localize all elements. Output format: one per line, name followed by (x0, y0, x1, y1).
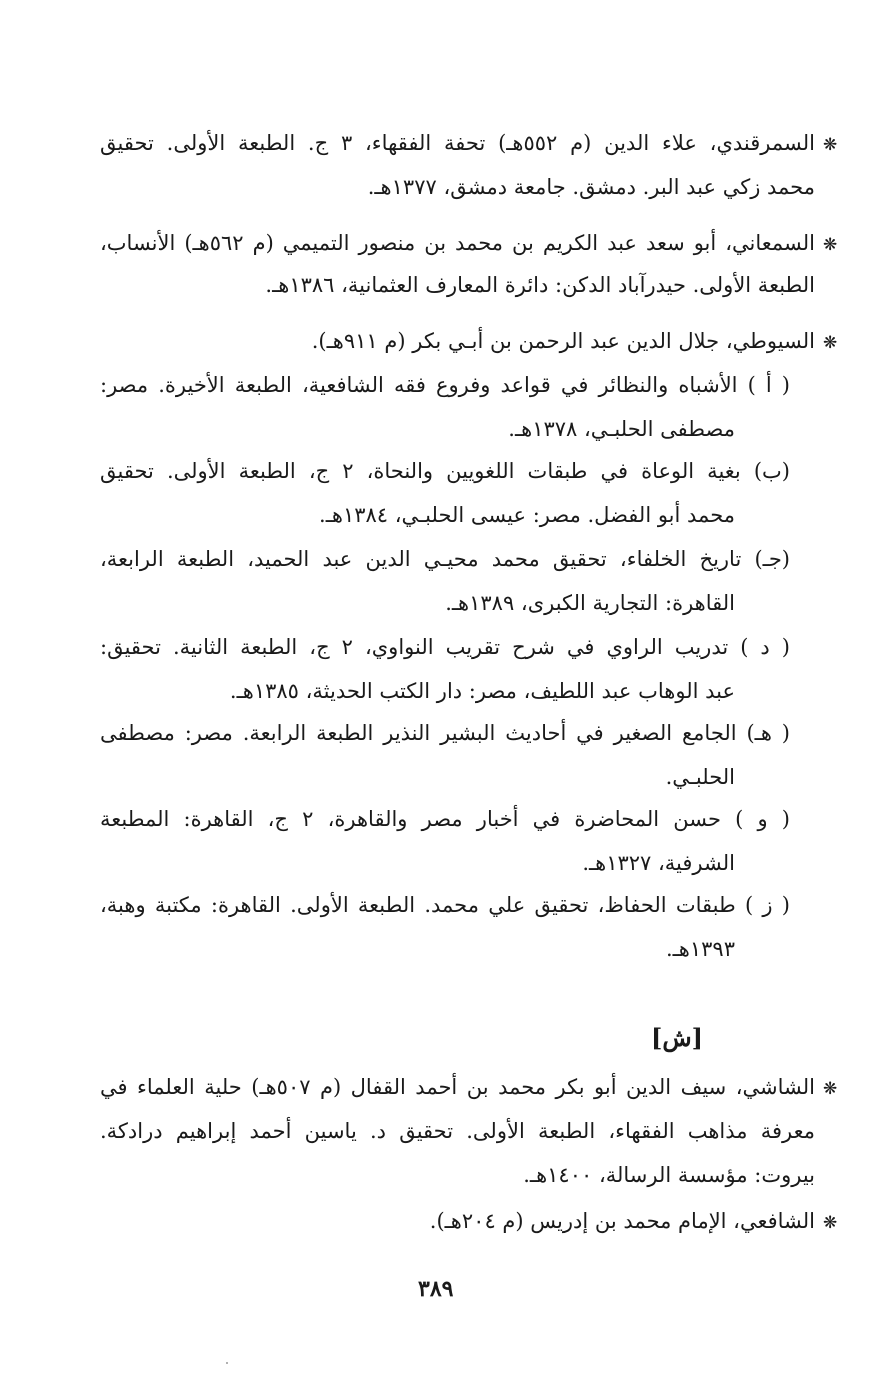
entry-line: السيوطي، جلال الدين عبد الرحمن بن أبـي بكر (م ٩١١هـ). (311, 329, 815, 353)
work-line: الحلبـي. (665, 765, 735, 789)
bullet-icon: ❋ (823, 1079, 838, 1099)
page-number: ٣٨٩ (418, 1276, 454, 1302)
work-line: ( ز ) طبقات الحفاظ، تحقيق علي محمد. الطبعة الأولى. القاهرة: مكتبة وهبة، (100, 893, 790, 917)
work-line: مصطفى الحلبـي، ١٣٧٨هـ. (508, 417, 735, 441)
entry-line: معرفة مذاهب الفقهاء، الطبعة الأولى. تحقيق د. ياسين أحمد إبراهيم درادكة. (100, 1119, 815, 1143)
bullet-icon: ❋ (823, 333, 838, 353)
scan-speck (226, 1362, 228, 1364)
work-line: (جـ) تاريخ الخلفاء، تحقيق محمد محيـي الدين عبد الحميد، الطبعة الرابعة، (100, 547, 790, 571)
work-line: عبد الوهاب عبد اللطيف، مصر: دار الكتب الحديثة، ١٣٨٥هـ. (229, 679, 735, 703)
entry-line: الشافعي، الإمام محمد بن إدريس (م ٢٠٤هـ). (429, 1209, 815, 1233)
work-line: ( أ ) الأشباه والنظائر في قواعد وفروع فقه الشافعية، الطبعة الأخيرة. مصر: (100, 373, 790, 397)
work-line: (ب) بغية الوعاة في طبقات اللغويين والنحاة، ٢ ج، الطبعة الأولى. تحقيق (100, 459, 790, 483)
entry-line: الطبعة الأولى. حيدرآباد الدكن: دائرة المعارف العثمانية، ١٣٨٦هـ. (265, 273, 815, 297)
work-line: ( و ) حسن المحاضرة في أخبار مصر والقاهرة، ٢ ج، القاهرة: المطبعة (100, 807, 791, 831)
bullet-icon: ❋ (823, 1213, 838, 1233)
bullet-icon: ❋ (823, 235, 838, 255)
work-line: الشرفية، ١٣٢٧هـ. (582, 851, 735, 875)
work-line: ( هـ) الجامع الصغير في أحاديث البشير النذير الطبعة الرابعة. مصر: مصطفى (100, 721, 790, 745)
entry-line: بيروت: مؤسسة الرسالة، ١٤٠٠هـ. (523, 1163, 815, 1187)
section-heading: [ش] (650, 1023, 703, 1052)
bullet-icon: ❋ (823, 135, 838, 155)
entry-line: السمرقندي، علاء الدين (م ٥٥٢هـ) تحفة الفقهاء، ٣ ج. الطبعة الأولى. تحقيق (100, 131, 815, 155)
work-line: القاهرة: التجارية الكبرى، ١٣٨٩هـ. (445, 591, 735, 615)
entry-line: السمعاني، أبو سعد عبد الكريم بن محمد بن منصور التميمي (م ٥٦٢هـ) الأنساب، (100, 231, 815, 255)
work-line: ( د ) تدريب الراوي في شرح تقريب النواوي، ٢ ج، الطبعة الثانية. تحقيق: (100, 635, 790, 659)
entry-line: محمد زكي عبد البر. دمشق. جامعة دمشق، ١٣٧٧هـ. (367, 175, 815, 199)
entry-line: الشاشي، سيف الدين أبو بكر محمد بن أحمد القفال (م ٥٠٧هـ) حلية العلماء في (100, 1075, 815, 1099)
work-line: محمد أبو الفضل. مصر: عيسى الحلبـي، ١٣٨٤هـ. (319, 503, 735, 527)
work-line: ١٣٩٣هـ. (665, 937, 735, 961)
